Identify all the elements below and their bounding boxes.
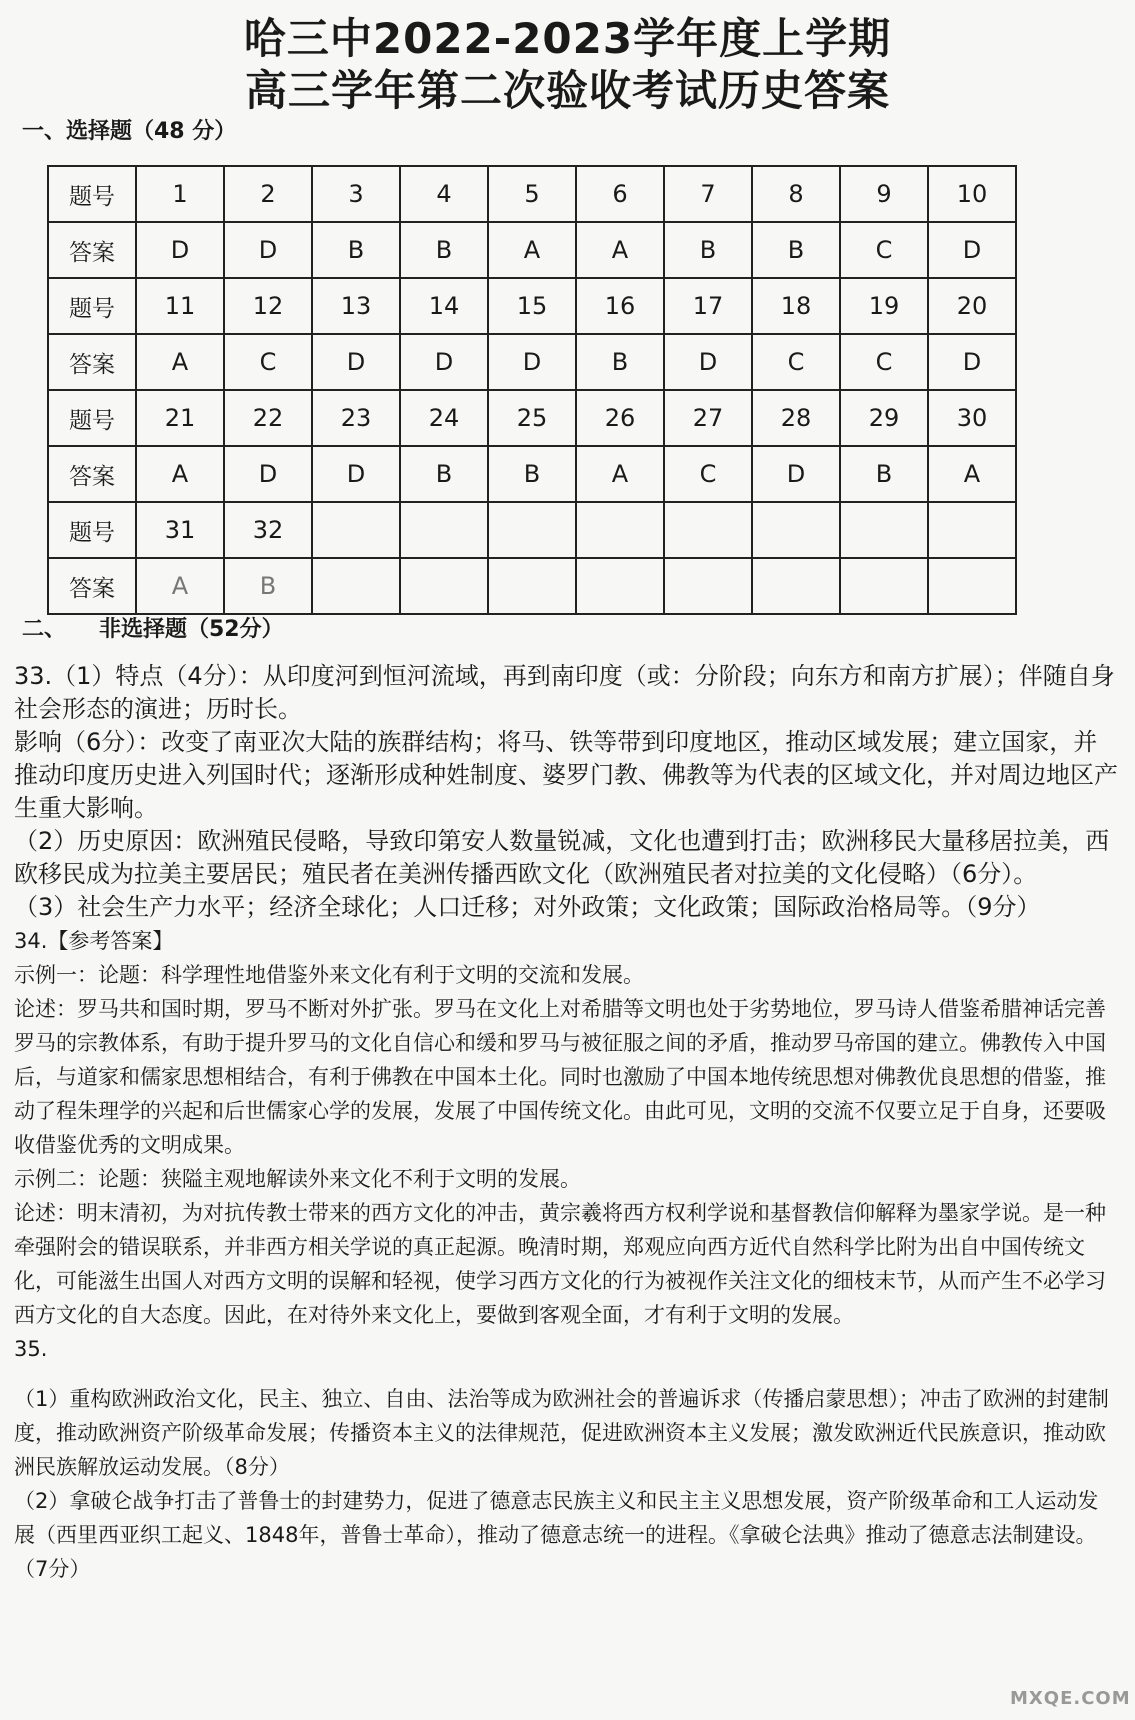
question-number-cell: 32 [224,502,312,558]
answer-cell [752,558,840,614]
question-number-cell: 28 [752,390,840,446]
question-number-cell: 6 [576,166,664,222]
row-label-question: 题号 [48,278,136,334]
question-number-cell [840,502,928,558]
answer-cell: D [400,334,488,390]
row-label-answer: 答案 [48,222,136,278]
question-number-cell: 4 [400,166,488,222]
question-number-row [48,278,1016,334]
page-subtitle: 高三学年第二次验收考试历史答案 [244,66,890,115]
answer-cell: B [752,222,840,278]
question-number-cell [576,502,664,558]
question-number-row [48,390,1016,446]
question-number-cell [752,502,840,558]
paragraph-34-essay1: 论述：罗马共和国时期，罗马不断对外扩张。罗马在文化上对希腊等文明也处于劣势地位，罗马诗人借鉴希腊神话完善罗马的宗教体系，有助于提升罗马的文化自信心和缓和罗马与被征服之间的矛盾，推动罗马帝国的建立。佛教传入中国后，与道家和儒家思想相结合，有利于佛教在中国本土化。同时也激励了中国本地传统思想对佛教优良思想的借鉴，推动了程朱理学的兴起和后世儒家心学的发展，发展了中国传统文化。由此可见，文明的交流不仅要立足于自身，还要吸收借鉴优秀的文明成果。 [14,997,1106,1157]
question-number-cell [928,502,1016,558]
answer-cell: A [928,446,1016,502]
answer-table [47,165,1017,615]
paragraph-35-heading: 35. [14,1337,48,1361]
paragraph-33-1: 33.（1）特点（4分）：从印度河到恒河流域，再到南印度（或：分阶段；向东方和南方扩展）；伴随自身社会形态的演进；历时长。 [14,662,1115,723]
question-number-cell: 18 [752,278,840,334]
answer-cell [840,558,928,614]
answer-cell: C [664,446,752,502]
answer-cell: D [224,446,312,502]
question-number-cell: 8 [752,166,840,222]
question-number-cell: 31 [136,502,224,558]
answer-cell: D [312,446,400,502]
question-number-row [48,502,1016,558]
question-number-cell: 7 [664,166,752,222]
answer-cell [488,558,576,614]
answer-cell: B [400,446,488,502]
answer-cell: D [224,222,312,278]
answer-cell [576,558,664,614]
paragraph-34-example2: 示例二：论题：狭隘主观地解读外来文化不利于文明的发展。 [14,1167,581,1191]
question-number-cell: 10 [928,166,1016,222]
paragraph-33-3: （3）社会生产力水平；经济全球化；人口迁移；对外政策；文化政策；国际政治格局等。（9分） [14,893,1041,921]
answer-cell: B [664,222,752,278]
paragraph-33-influence: 影响（6分）：改变了南亚次大陆的族群结构；将马、铁等带到印度地区，推动区域发展；建立国家，并推动印度历史进入列国时代；逐渐形成种姓制度、婆罗门教、佛教等为代表的区域文化，并对周边地区产生重大影响。 [14,728,1118,822]
question-number-cell: 9 [840,166,928,222]
answer-cell: B [576,334,664,390]
question-number-cell: 16 [576,278,664,334]
answer-cell: A [136,446,224,502]
answer-cell: D [928,222,1016,278]
answer-cell: B [312,222,400,278]
row-label-answer: 答案 [48,334,136,390]
answer-row [48,334,1016,390]
paragraph-35-2: （2）拿破仑战争打击了普鲁士的封建势力，促进了德意志民族主义和民主主义思想发展，资产阶级革命和工人运动发展（西里西亚织工起义、1848年，普鲁士革命），推动了德意志统一的进程。《拿破仑法典》推动了德意志法制建设。（7分） [14,1489,1099,1581]
question-number-cell: 5 [488,166,576,222]
paragraph-34-example1: 示例一：论题：科学理性地借鉴外来文化有利于文明的交流和发展。 [14,963,644,987]
answer-cell: B [840,446,928,502]
answer-cell: A [136,334,224,390]
answer-cell: B [488,446,576,502]
answer-cell: C [840,334,928,390]
answer-cell [664,558,752,614]
answer-cell: D [312,334,400,390]
question-number-cell: 26 [576,390,664,446]
answer-cell: D [928,334,1016,390]
question-number-cell [312,502,400,558]
question-number-cell: 30 [928,390,1016,446]
question-number-cell [664,502,752,558]
question-number-cell [488,502,576,558]
row-label-question: 题号 [48,166,136,222]
answer-cell: C [752,334,840,390]
answer-cell: A [136,558,224,614]
answer-cell: C [224,334,312,390]
answer-cell [312,558,400,614]
answer-cell: A [576,446,664,502]
question-number-cell: 23 [312,390,400,446]
question-number-cell: 2 [224,166,312,222]
answer-cell: B [224,558,312,614]
question-number-cell: 24 [400,390,488,446]
answer-cell: D [136,222,224,278]
answer-cell: C [840,222,928,278]
question-number-cell: 29 [840,390,928,446]
question-number-cell: 27 [664,390,752,446]
question-number-cell: 12 [224,278,312,334]
paragraph-34-heading: 34.【参考答案】 [14,929,174,953]
answer-row [48,558,1016,614]
row-label-question: 题号 [48,502,136,558]
paragraph-35-1: （1）重构欧洲政治文化，民主、独立、自由、法治等成为欧洲社会的普遍诉求（传播启蒙思想）；冲击了欧洲的封建制度，推动欧洲资产阶级革命发展；传播资本主义的法律规范，促进欧洲资本主义发展；激发欧洲近代民族意识，推动欧洲民族解放运动发展。（8分） [14,1387,1109,1479]
question-number-cell: 20 [928,278,1016,334]
question-number-cell [400,502,488,558]
row-label-answer: 答案 [48,446,136,502]
answer-text [14,660,1119,1586]
question-number-cell: 17 [664,278,752,334]
paragraph-33-2: （2）历史原因：欧洲殖民侵略，导致印第安人数量锐减，文化也遭到打击；欧洲移民大量移居拉美，西欧移民成为拉美主要居民；殖民者在美洲传播西欧文化（欧洲殖民者对拉美的文化侵略）（6分）。 [14,827,1110,888]
question-number-cell: 21 [136,390,224,446]
question-number-cell: 19 [840,278,928,334]
question-number-cell: 25 [488,390,576,446]
question-number-cell: 3 [312,166,400,222]
question-number-cell: 1 [136,166,224,222]
row-label-question: 题号 [48,390,136,446]
question-number-cell: 15 [488,278,576,334]
page-title: 哈三中2022-2023学年度上学期 [243,14,892,63]
row-label-answer: 答案 [48,558,136,614]
question-number-cell: 13 [312,278,400,334]
answer-cell: A [488,222,576,278]
question-number-cell: 22 [224,390,312,446]
section-heading-nonchoice: 二、 非选择题（52分） [22,617,284,642]
section-heading-choice: 一、选择题（48 分） [22,119,237,144]
answer-cell: B [400,222,488,278]
answer-cell: D [664,334,752,390]
answer-row [48,446,1016,502]
question-number-row [48,166,1016,222]
question-number-cell: 11 [136,278,224,334]
paragraph-34-essay2: 论述：明末清初，为对抗传教士带来的西方文化的冲击，黄宗羲将西方权利学说和基督教信仰解释为墨家学说。是一种牵强附会的错误联系，并非西方相关学说的真正起源。晚清时期，郑观应向西方近代自然科学比附为出自中国传统文化，可能滋生出国人对西方文明的误解和轻视，使学习西方文化的行为被视作关注文化的细枝末节，从而产生不必学习西方文化的自大态度。因此，在对待外来文化上，要做到客观全面，才有利于文明的发展。 [14,1201,1106,1327]
answer-cell: A [576,222,664,278]
answer-cell [928,558,1016,614]
watermark: MXQE.COM [1010,1688,1131,1709]
question-number-cell: 14 [400,278,488,334]
answer-cell: D [752,446,840,502]
answer-row [48,222,1016,278]
answer-cell: D [488,334,576,390]
answer-cell [400,558,488,614]
